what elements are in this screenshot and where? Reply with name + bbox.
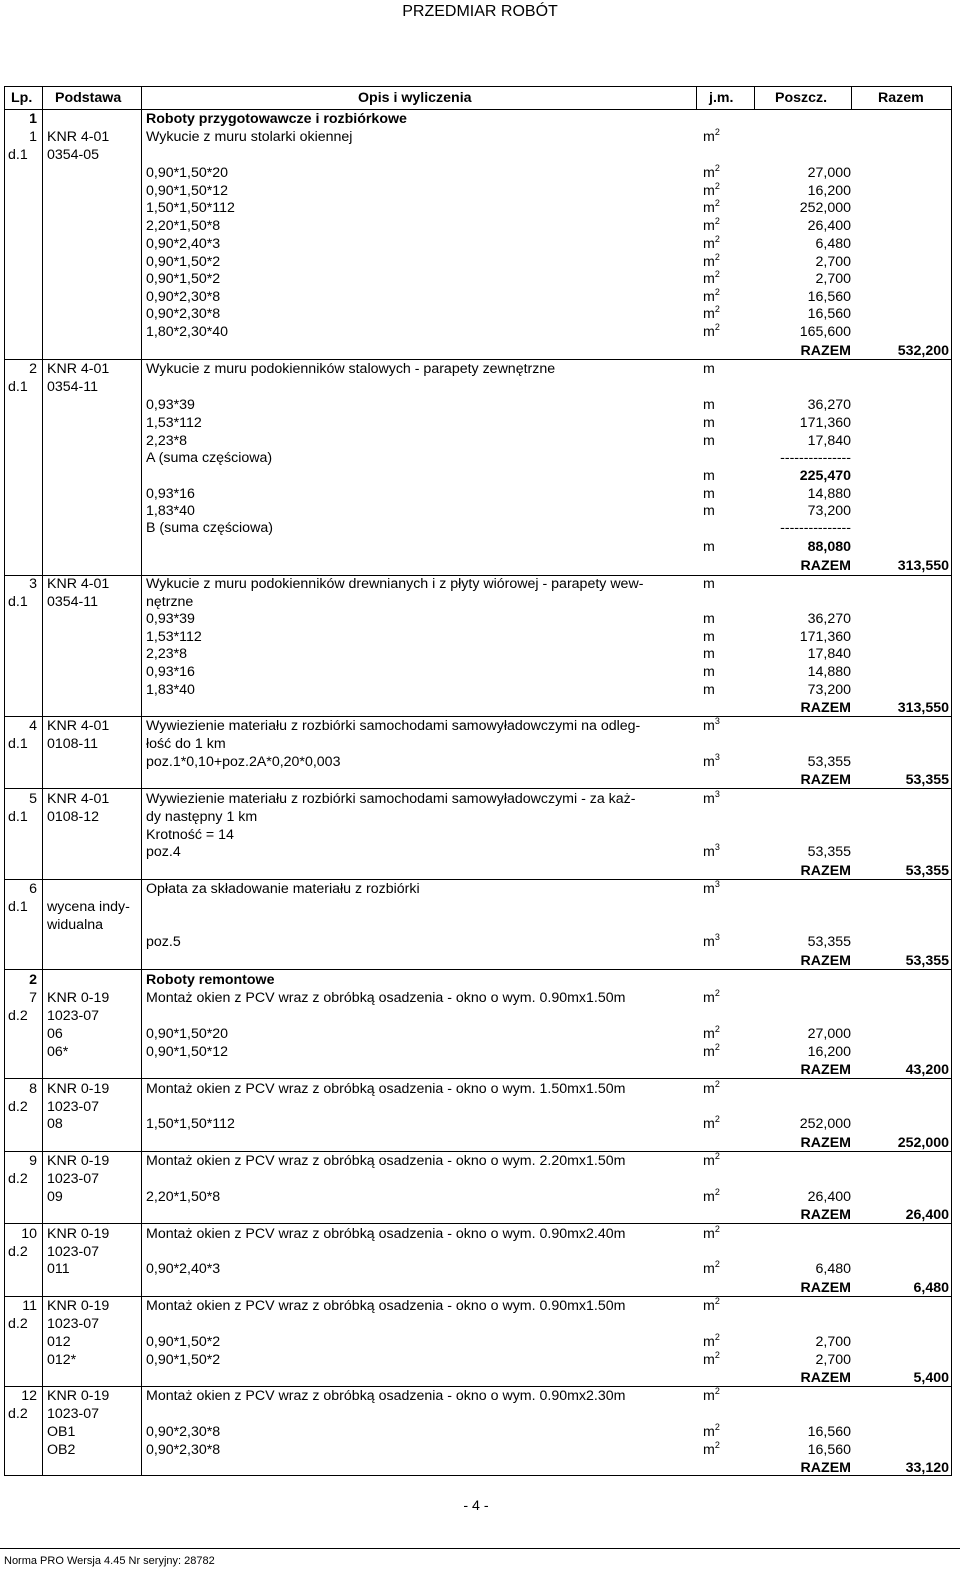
item-unit: m xyxy=(703,682,715,698)
item-unit: $m^3$ xyxy=(703,752,720,770)
item-unit: m xyxy=(703,361,715,377)
item-description: 0,90*1,50*12 xyxy=(146,1044,229,1060)
item-number: d.2 xyxy=(8,1008,28,1024)
partial-value: 252,000 xyxy=(799,200,851,216)
item-unit: $m^2$ xyxy=(703,322,720,340)
item-description: 1,53*112 xyxy=(146,415,202,431)
razem-label: RAZEM xyxy=(800,1280,851,1296)
item-basis: 0354-11 xyxy=(47,594,99,610)
item-basis: 1023-07 xyxy=(47,1406,100,1422)
item-unit: m xyxy=(703,664,715,680)
item-basis: KNR 4-01 xyxy=(47,576,110,592)
item-description: 0,90*2,30*8 xyxy=(146,1424,221,1440)
item-number: 9 xyxy=(29,1153,37,1169)
item-basis: 0108-12 xyxy=(47,809,100,825)
column-divider xyxy=(851,87,852,109)
partial-value: 16,560 xyxy=(807,1442,851,1458)
item-description: nętrzne xyxy=(146,594,194,610)
item-number: d.1 xyxy=(8,379,28,395)
item-description: łość do 1 km xyxy=(146,736,226,752)
item-unit: $m^2$ xyxy=(703,988,720,1006)
unit-exponent: 3 xyxy=(714,932,720,942)
item-description: 1,50*1,50*112 xyxy=(146,1116,235,1132)
item-basis: KNR 0-19 xyxy=(47,1388,110,1404)
partial-value: 2,700 xyxy=(815,271,851,287)
item-description: Roboty przygotowawcze i rozbiórkowe xyxy=(146,111,407,127)
item-number: 10 xyxy=(21,1226,37,1242)
item-number: 3 xyxy=(29,576,37,592)
item-description: 0,90*2,40*3 xyxy=(146,236,221,252)
item-unit: $m^2$ xyxy=(703,1296,720,1314)
item-number: d.2 xyxy=(8,1406,28,1422)
unit-exponent: 2 xyxy=(714,1296,720,1306)
item-description: Montaż okien z PCV wraz z obróbką osadzenia - okno o wym. 0.90mx2.30m xyxy=(146,1388,626,1404)
razem-label: RAZEM xyxy=(800,1207,851,1223)
item-description: 0,90*1,50*20 xyxy=(146,1026,229,1042)
item-unit: $m^2$ xyxy=(703,1386,720,1404)
item-description: Montaż okien z PCV wraz z obróbką osadzenia - okno o wym. 2.20mx1.50m xyxy=(146,1153,626,1169)
unit-exponent: 2 xyxy=(714,1386,720,1396)
razem-label: RAZEM xyxy=(800,1135,851,1151)
partial-value: 2,700 xyxy=(815,1334,851,1350)
item-unit: $m^2$ xyxy=(703,198,720,216)
item-number: 2 xyxy=(29,361,37,377)
column-header-poszcz: Poszcz. xyxy=(775,90,828,106)
item-basis: 012 xyxy=(47,1334,71,1350)
razem-total: 313,550 xyxy=(897,558,949,574)
partial-value: 73,200 xyxy=(807,682,851,698)
partial-value: 16,560 xyxy=(807,1424,851,1440)
unit-exponent: 2 xyxy=(714,252,720,262)
razem-label: RAZEM xyxy=(800,343,851,359)
item-unit: $m^3$ xyxy=(703,879,720,897)
item-description: poz.4 xyxy=(146,844,181,860)
item-number: 2 xyxy=(29,972,37,988)
item-unit: m xyxy=(703,468,715,484)
item-unit: $m^2$ xyxy=(703,1224,720,1242)
partial-value: 17,840 xyxy=(807,433,851,449)
unit-exponent: 3 xyxy=(714,752,720,762)
partial-value: 14,880 xyxy=(807,486,851,502)
partial-value: 6,480 xyxy=(815,236,851,252)
item-description: 1,53*112 xyxy=(146,629,202,645)
partial-value: 53,355 xyxy=(807,754,851,770)
unit-exponent: 2 xyxy=(714,1042,720,1052)
item-description: poz.1*0,10+poz.2A*0,20*0,003 xyxy=(146,754,341,770)
unit-exponent: 2 xyxy=(714,269,720,279)
page-number: - 4 - xyxy=(463,1498,489,1514)
partial-value: 16,560 xyxy=(807,289,851,305)
item-description: Wywiezienie materiału z rozbiórki samochodami samowyładowczymi na odleg- xyxy=(146,718,641,734)
partial-value: 53,355 xyxy=(807,934,851,950)
item-description: 0,90*1,50*2 xyxy=(146,254,221,270)
item-description: 0,90*1,50*2 xyxy=(146,271,221,287)
item-basis: 011 xyxy=(47,1261,70,1277)
item-description: Wywiezienie materiału z rozbiórki samochodami samowyładowczymi - za każ- xyxy=(146,791,636,807)
column-divider xyxy=(42,87,43,1475)
razem-total: 5,400 xyxy=(913,1370,949,1386)
partial-value: 88,080 xyxy=(807,539,851,555)
unit-exponent: 2 xyxy=(714,1422,720,1432)
item-basis: 0354-11 xyxy=(47,379,99,395)
item-unit: $m^2$ xyxy=(703,216,720,234)
item-number: 4 xyxy=(29,718,37,734)
partial-value: 17,840 xyxy=(807,646,851,662)
item-basis: KNR 4-01 xyxy=(47,718,110,734)
item-unit: $m^2$ xyxy=(703,304,720,322)
column-header-lp: Lp. xyxy=(11,90,33,106)
unit-exponent: 2 xyxy=(714,1079,720,1089)
partial-value: 2,700 xyxy=(815,1352,851,1368)
partial-value: --------------- xyxy=(780,520,851,536)
item-unit: $m^2$ xyxy=(703,1024,720,1042)
item-unit: m xyxy=(703,486,715,502)
item-basis: 0108-11 xyxy=(47,736,99,752)
partial-value: 27,000 xyxy=(807,165,851,181)
item-unit: m xyxy=(703,539,715,555)
column-divider xyxy=(696,87,697,109)
razem-label: RAZEM xyxy=(800,863,851,879)
item-unit: $m^2$ xyxy=(703,234,720,252)
item-basis: KNR 0-19 xyxy=(47,1153,110,1169)
razem-total: 53,355 xyxy=(905,863,949,879)
unit-exponent: 2 xyxy=(714,216,720,226)
item-unit: m xyxy=(703,397,715,413)
item-unit: $m^2$ xyxy=(703,163,720,181)
unit-exponent: 2 xyxy=(714,1187,720,1197)
razem-total: 313,550 xyxy=(897,700,949,716)
partial-value: 16,560 xyxy=(807,306,851,322)
item-number: d.2 xyxy=(8,1316,28,1332)
item-description: 0,90*2,30*8 xyxy=(146,306,221,322)
unit-exponent: 2 xyxy=(714,287,720,297)
item-description: 1,83*40 xyxy=(146,682,195,698)
item-description: 0,90*1,50*2 xyxy=(146,1352,221,1368)
item-basis: KNR 0-19 xyxy=(47,1226,110,1242)
item-description: 1,50*1,50*112 xyxy=(146,200,235,216)
item-description: 0,93*39 xyxy=(146,611,195,627)
item-unit: $m^2$ xyxy=(703,127,720,145)
unit-exponent: 2 xyxy=(714,322,720,332)
item-description: Wykucie z muru podokienników drewnianych i z płyty wiórowej - parapety wew- xyxy=(146,576,644,592)
partial-value: 53,355 xyxy=(807,844,851,860)
item-basis: 1023-07 xyxy=(47,1171,100,1187)
item-unit: $m^2$ xyxy=(703,252,720,270)
item-number: d.1 xyxy=(8,899,28,915)
unit-exponent: 3 xyxy=(714,842,720,852)
item-basis: 06 xyxy=(47,1026,63,1042)
partial-value: 252,000 xyxy=(799,1116,851,1132)
unit-exponent: 2 xyxy=(714,127,720,137)
item-unit: m xyxy=(703,415,715,431)
item-number: 12 xyxy=(21,1388,37,1404)
item-unit: m xyxy=(703,646,715,662)
unit-exponent: 2 xyxy=(714,304,720,314)
razem-label: RAZEM xyxy=(800,772,851,788)
item-basis: KNR 4-01 xyxy=(47,791,110,807)
item-unit: $m^2$ xyxy=(703,181,720,199)
item-description: 2,23*8 xyxy=(146,646,188,662)
software-footer: Norma PRO Wersja 4.45 Nr seryjny: 28782 xyxy=(4,1555,215,1567)
razem-label: RAZEM xyxy=(800,953,851,969)
razem-total: 6,480 xyxy=(913,1280,949,1296)
unit-exponent: 2 xyxy=(714,1259,720,1269)
item-description: Roboty remontowe xyxy=(146,972,275,988)
item-number: 5 xyxy=(29,791,37,807)
unit-exponent: 2 xyxy=(714,1114,720,1124)
item-description: Montaż okien z PCV wraz z obróbką osadzenia - okno o wym. 0.90mx2.40m xyxy=(146,1226,626,1242)
unit-exponent: 2 xyxy=(714,234,720,244)
unit-exponent: 2 xyxy=(714,1024,720,1034)
item-basis: KNR 4-01 xyxy=(47,129,110,145)
item-basis: wycena indy- xyxy=(47,899,130,915)
item-description: 0,93*16 xyxy=(146,664,195,680)
unit-exponent: 2 xyxy=(714,1440,720,1450)
razem-total: 26,400 xyxy=(905,1207,949,1223)
item-description: 2,20*1,50*8 xyxy=(146,1189,221,1205)
item-basis: 1023-07 xyxy=(47,1099,100,1115)
item-basis: 1023-07 xyxy=(47,1244,100,1260)
item-unit: $m^3$ xyxy=(703,932,720,950)
item-description: 0,93*16 xyxy=(146,486,195,502)
item-unit: $m^2$ xyxy=(703,1259,720,1277)
razem-label: RAZEM xyxy=(800,558,851,574)
item-number: d.2 xyxy=(8,1099,28,1115)
partial-value: 165,600 xyxy=(799,324,851,340)
item-number: 6 xyxy=(29,881,37,897)
partial-value: 225,470 xyxy=(799,468,851,484)
item-number: d.1 xyxy=(8,809,28,825)
razem-label: RAZEM xyxy=(800,1460,851,1476)
item-unit: $m^3$ xyxy=(703,789,720,807)
razem-total: 53,355 xyxy=(905,953,949,969)
item-unit: $m^2$ xyxy=(703,1350,720,1368)
item-number: 7 xyxy=(29,990,37,1006)
item-unit: $m^3$ xyxy=(703,842,720,860)
column-header-opis: Opis i wyliczenia xyxy=(358,90,472,106)
item-basis: KNR 0-19 xyxy=(47,1298,110,1314)
item-number: 1 xyxy=(29,129,37,145)
partial-value: 2,700 xyxy=(815,254,851,270)
item-number: d.1 xyxy=(8,736,28,752)
item-basis: 06* xyxy=(47,1044,69,1060)
razem-label: RAZEM xyxy=(800,1370,851,1386)
item-number: 11 xyxy=(22,1298,37,1314)
item-description: 1,80*2,30*40 xyxy=(146,324,229,340)
item-description: Wykucie z muru stolarki okiennej xyxy=(146,129,353,145)
item-unit: $m^2$ xyxy=(703,1440,720,1458)
cost-table xyxy=(4,86,952,1476)
partial-value: 14,880 xyxy=(807,664,851,680)
partial-value: 16,200 xyxy=(807,1044,851,1060)
footer-divider xyxy=(0,1548,960,1549)
razem-total: 43,200 xyxy=(905,1062,949,1078)
column-header-podstawa: Podstawa xyxy=(55,90,122,106)
item-unit: m xyxy=(703,611,715,627)
unit-exponent: 2 xyxy=(714,163,720,173)
column-header-razem: Razem xyxy=(878,90,924,106)
item-unit: m xyxy=(703,503,715,519)
item-unit: $m^2$ xyxy=(703,1114,720,1132)
partial-value: 73,200 xyxy=(807,503,851,519)
item-description: 0,90*2,40*3 xyxy=(146,1261,221,1277)
item-description: 0,90*1,50*20 xyxy=(146,165,229,181)
unit-exponent: 2 xyxy=(714,1224,720,1234)
item-unit: m xyxy=(703,433,715,449)
partial-value: 16,200 xyxy=(807,183,851,199)
razem-label: RAZEM xyxy=(800,1062,851,1078)
item-unit: $m^3$ xyxy=(703,716,720,734)
item-basis: 1023-07 xyxy=(47,1316,100,1332)
item-description: 2,20*1,50*8 xyxy=(146,218,221,234)
partial-value: 27,000 xyxy=(807,1026,851,1042)
item-unit: $m^2$ xyxy=(703,1042,720,1060)
item-number: d.1 xyxy=(8,147,28,163)
item-description: 0,93*39 xyxy=(146,397,195,413)
partial-value: 171,360 xyxy=(799,629,851,645)
item-description: 0,90*1,50*12 xyxy=(146,183,229,199)
item-basis: 1023-07 xyxy=(47,1008,100,1024)
unit-exponent: 2 xyxy=(714,181,720,191)
item-basis: OB2 xyxy=(47,1442,76,1458)
unit-exponent: 3 xyxy=(714,789,720,799)
item-number: 8 xyxy=(29,1081,37,1097)
unit-exponent: 3 xyxy=(714,716,720,726)
item-description: B (suma częściowa) xyxy=(146,520,273,536)
item-description: 0,90*2,30*8 xyxy=(146,1442,221,1458)
item-basis: KNR 0-19 xyxy=(47,1081,110,1097)
item-description: A (suma częściowa) xyxy=(146,450,273,466)
item-unit: m xyxy=(703,629,715,645)
item-unit: $m^2$ xyxy=(703,1422,720,1440)
razem-label: RAZEM xyxy=(800,700,851,716)
item-number: 1 xyxy=(29,111,37,127)
item-basis: 012* xyxy=(47,1352,77,1368)
item-basis: 0354-05 xyxy=(47,147,100,163)
unit-exponent: 2 xyxy=(714,198,720,208)
unit-exponent: 3 xyxy=(714,879,720,889)
column-divider xyxy=(141,87,142,1475)
unit-exponent: 2 xyxy=(714,1332,720,1342)
item-unit: $m^2$ xyxy=(703,1079,720,1097)
partial-value: 171,360 xyxy=(799,415,851,431)
item-description: Wykucie z muru podokienników stalowych - parapety zewnętrzne xyxy=(146,361,556,377)
item-number: d.2 xyxy=(8,1171,28,1187)
item-number: d.1 xyxy=(8,594,28,610)
item-unit: $m^2$ xyxy=(703,1151,720,1169)
item-unit: $m^2$ xyxy=(703,287,720,305)
page-title: PRZEDMIAR ROBÓT xyxy=(402,3,558,20)
partial-value: 36,270 xyxy=(807,611,851,627)
item-basis: OB1 xyxy=(47,1424,76,1440)
partial-value: 26,400 xyxy=(807,1189,851,1205)
item-description: poz.5 xyxy=(146,934,181,950)
item-description: 0,90*1,50*2 xyxy=(146,1334,221,1350)
partial-value: 36,270 xyxy=(807,397,851,413)
partial-value: 6,480 xyxy=(815,1261,851,1277)
partial-value: 26,400 xyxy=(807,218,851,234)
item-unit: m xyxy=(703,576,715,592)
item-description: Opłata za składowanie materiału z rozbiórki xyxy=(146,881,420,897)
item-description: dy następny 1 km xyxy=(146,809,258,825)
item-unit: $m^2$ xyxy=(703,269,720,287)
item-basis: 08 xyxy=(47,1116,63,1132)
unit-exponent: 2 xyxy=(714,988,720,998)
item-description: Krotność = 14 xyxy=(146,827,234,843)
item-basis: widualna xyxy=(47,917,104,933)
item-unit: $m^2$ xyxy=(703,1187,720,1205)
item-description: 0,90*2,30*8 xyxy=(146,289,221,305)
item-basis: KNR 4-01 xyxy=(47,361,110,377)
item-basis: KNR 0-19 xyxy=(47,990,110,1006)
unit-exponent: 2 xyxy=(714,1151,720,1161)
column-divider xyxy=(754,87,755,109)
item-basis: 09 xyxy=(47,1189,63,1205)
column-header-jm: j.m. xyxy=(709,90,734,106)
razem-total: 33,120 xyxy=(905,1460,949,1476)
item-unit: $m^2$ xyxy=(703,1332,720,1350)
razem-total: 53,355 xyxy=(905,772,949,788)
item-description: Montaż okien z PCV wraz z obróbką osadzenia - okno o wym. 0.90mx1.50m xyxy=(146,1298,626,1314)
item-description: Montaż okien z PCV wraz z obróbką osadzenia - okno o wym. 1.50mx1.50m xyxy=(146,1081,626,1097)
unit-exponent: 2 xyxy=(714,1350,720,1360)
item-number: d.2 xyxy=(8,1244,28,1260)
razem-total: 252,000 xyxy=(897,1135,949,1151)
item-description: 2,23*8 xyxy=(146,433,188,449)
partial-value: --------------- xyxy=(780,450,851,466)
item-description: 1,83*40 xyxy=(146,503,195,519)
item-description: Montaż okien z PCV wraz z obróbką osadzenia - okno o wym. 0.90mx1.50m xyxy=(146,990,626,1006)
razem-total: 532,200 xyxy=(897,343,949,359)
